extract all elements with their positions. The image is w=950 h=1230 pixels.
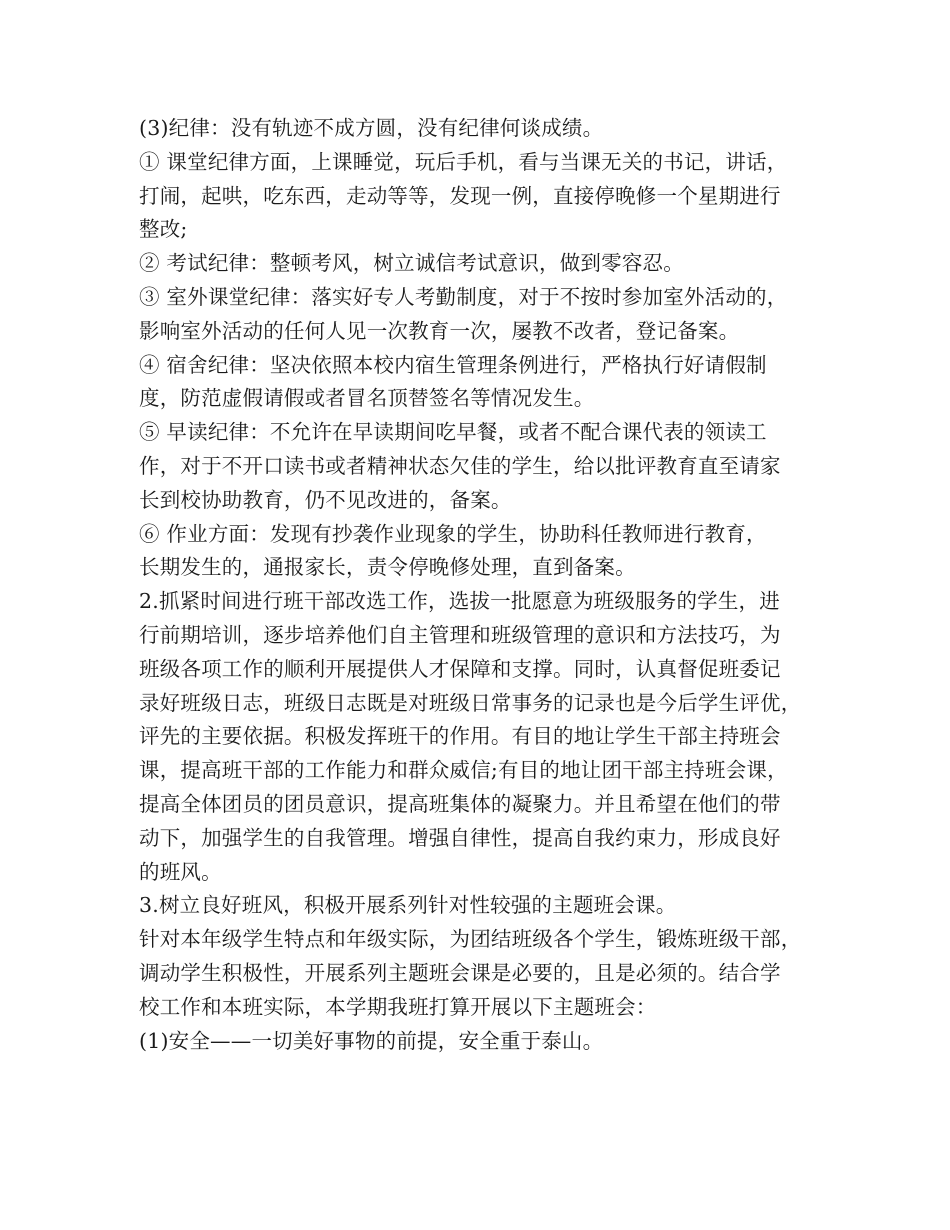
text-line: 影响室外活动的任何人见一次教育一次，屡教不改者，登记备案。 xyxy=(139,318,740,343)
text-line: ④ 宿舍纪律：坚决依照本校内宿生管理条例进行，严格执行好请假制 xyxy=(139,352,767,377)
text-line: 打闹，起哄，吃东西，走动等等，发现一例，直接停晚修一个星期进行 xyxy=(139,183,781,208)
text-line: 长到校协助教育，仍不见改进的，备案。 xyxy=(139,487,512,512)
text-line: 班级各项工作的顺利开展提供人才保障和支撑。同时，认真督促班委记 xyxy=(139,656,781,681)
text-line: 课，提高班干部的工作能力和群众威信;有目的地让团干部主持班会课， xyxy=(139,758,788,783)
text-line: 调动学生积极性，开展系列主题班会课是必要的，且是必须的。结合学 xyxy=(139,960,781,985)
text-line: 行前期培训，逐步培养他们自主管理和班级管理的意识和方法技巧，为 xyxy=(139,622,781,647)
text-line: 录好班级日志，班级日志既是对班级日常事务的记录也是今后学生评优， xyxy=(139,690,802,715)
text-line: 动下，加强学生的自我管理。增强自律性，提高自我约束力，形成良好 xyxy=(139,825,781,850)
text-line: ⑥ 作业方面：发现有抄袭作业现象的学生，协助科任教师进行教育， xyxy=(139,521,767,546)
text-line: 评先的主要依据。积极发挥班干的作用。有目的地让学生干部主持班会 xyxy=(139,724,781,749)
text-line: 的班风。 xyxy=(139,859,222,884)
text-line: 针对本年级学生特点和年级实际，为团结班级各个学生，锻炼班级干部， xyxy=(139,927,802,952)
text-line: 度，防范虚假请假或者冒名顶替签名等情况发生。 xyxy=(139,386,595,411)
text-line: ① 课堂纪律方面，上课睡觉，玩后手机，看与当课无关的书记，讲话， xyxy=(139,149,788,174)
text-line: 3.树立良好班风，积极开展系列针对性较强的主题班会课。 xyxy=(139,893,677,918)
text-line: 校工作和本班实际，本学期我班打算开展以下主题班会： xyxy=(139,994,657,1019)
text-line: ⑤ 早读纪律：不允许在早读期间吃早餐，或者不配合课代表的领读工 xyxy=(139,420,767,445)
text-line: ② 考试纪律：整顿考风，树立诚信考试意识，做到零容忍。 xyxy=(139,251,684,276)
text-line: 长期发生的，通报家长，责令停晚修处理，直到备案。 xyxy=(139,555,636,580)
document-body xyxy=(139,112,839,1058)
text-line: 2.抓紧时间进行班干部改选工作，选拔一批愿意为班级服务的学生，进 xyxy=(139,589,780,614)
text-line: 整改; xyxy=(139,217,188,242)
text-line: (1)安全——一切美好事物的前提，安全重于泰山。 xyxy=(139,1028,604,1053)
text-line: (3)纪律：没有轨迹不成方圆，没有纪律何谈成绩。 xyxy=(139,116,604,140)
text-line: 提高全体团员的团员意识，提高班集体的凝聚力。并且希望在他们的带 xyxy=(139,791,781,816)
text-line: ③ 室外课堂纪律：落实好专人考勤制度，对于不按时参加室外活动的， xyxy=(139,284,788,309)
text-line: 作，对于不开口读书或者精神状态欠佳的学生，给以批评教育直至请家 xyxy=(139,453,781,478)
